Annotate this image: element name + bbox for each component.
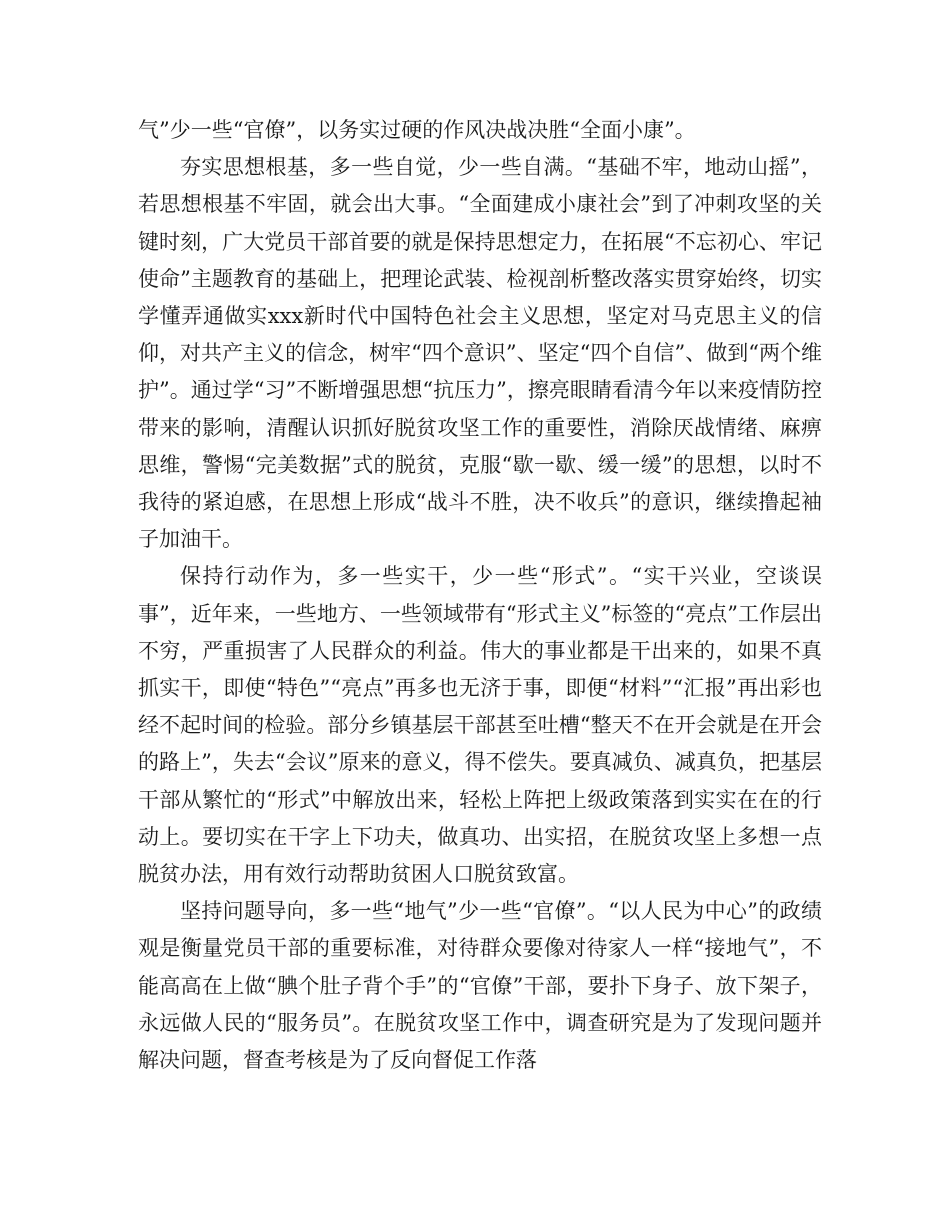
- paragraph-action: 保持行动作为，多一些实干，少一些“形式”。“实干兴业，空谈误事”，近年来，一些地方、一些领域带有“形式主义”标签的“亮点”工作层出不穷，严重损害了人民群众的利益。伟大的事业都是干出来的，如果不真抓实干，即使“特色”“亮点”再多也无济于事，即便“材料”“汇报”再出彩也经不起时间的检验。部分乡镇基层干部甚至吐槽“整天不在开会就是在开会的路上”，失去“会议”原来的意义，得不偿失。要真减负、减真负，把基层干部从繁忙的“形式”中解放出来，轻松上阵把上级政策落到实实在在的行动上。要切实在干字上下功夫，做真功、出实招，在脱贫攻坚上多想一点脱贫办法，用有效行动帮助贫困人口脱贫致富。: [138, 564, 822, 887]
- paragraph-continuation: 气”少一些“官僚”，以务实过硬的作风决战决胜“全面小康”。: [138, 118, 696, 142]
- paragraph-problem-orientation: 坚持问题导向，多一些“地气”少一些“官僚”。“以人民为中心”的政绩观是衡量党员干部的重要标准，对待群众要像对待家人一样“接地气”，不能高高在上做“腆个肚子背个手”的“官僚”干部，要扑下身子、放下架子，永远做人民的“服务员”。在脱贫攻坚工作中，调查研究是为了发现问题并解决问题，督查考核是为了反向督促工作落: [138, 899, 822, 1073]
- paragraph-ideology: 夯实思想根基，多一些自觉，少一些自满。“基础不牢，地动山摇”，若思想根基不牢固，就会出大事。“全面建成小康社会”到了冲刺攻坚的关键时刻，广大党员干部首要的就是保持思想定力，在拓展“不忘初心、牢记使命”主题教育的基础上，把理论武装、检视剖析整改落实贯穿始终，切实学懂弄通做实xxx新时代中国特色社会主义思想，坚定对马克思主义的信仰，对共产主义的信念，树牢“四个意识”、坚定“四个自信”、做到“两个维护”。通过学“习”不断增强思想“抗压力”，擦亮眼睛看清今年以来疫情防控带来的影响，清醒认识抓好脱贫攻坚工作的重要性，消除厌战情绪、麻痹思维，警惕“完美数据”式的脱贫，克服“歇一歇、缓一缓”的思想，以时不我待的紧迫感，在思想上形成“战斗不胜，决不收兵”的意识，继续撸起袖子加油干。: [138, 155, 822, 552]
- document-body: [138, 112, 822, 1079]
